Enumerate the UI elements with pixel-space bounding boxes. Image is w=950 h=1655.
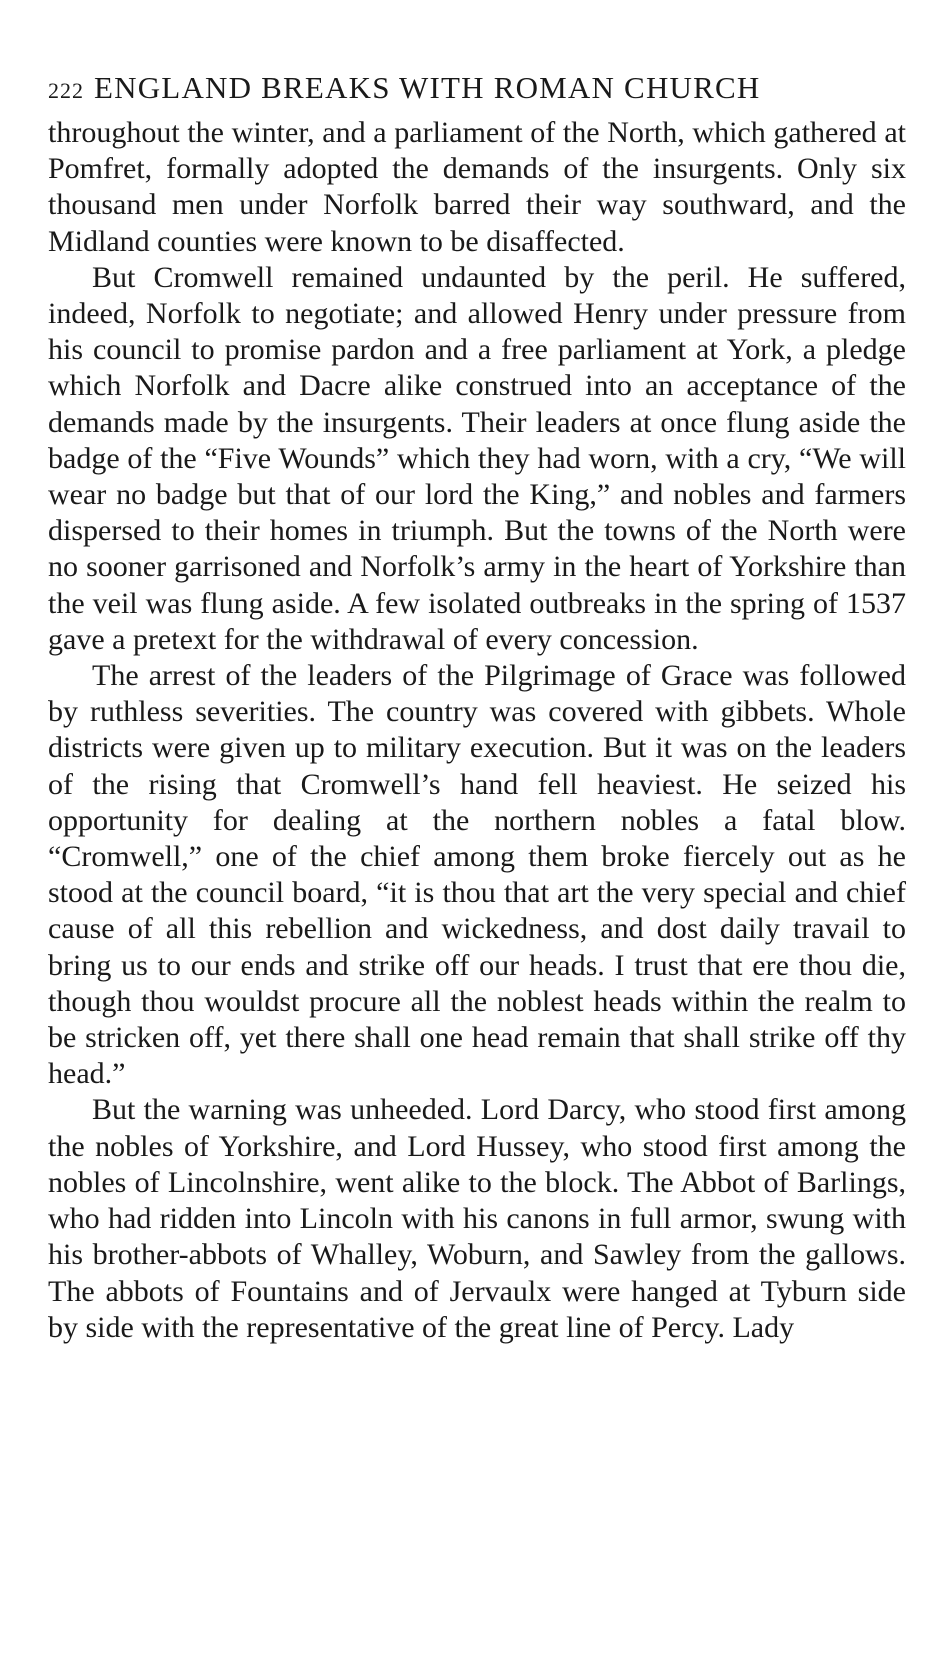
page-number: 222 [48,78,84,103]
paragraph-arrest-of-leaders: The arrest of the leaders of the Pilgrimage of Grace was followed by ruthless severities. The country was covered with gibbets. Whole districts were given up to military execution. But it was on the leaders of the rising that Cromwell’s hand fell heaviest. He seized his opportunity for dealing at the northern nobles a fatal blow. “Cromwell,” one of the chief among them broke fiercely out as he stood at the council board, “it is thou that art the very special and chief cause of all this rebellion and wickedness, and dost daily travail to bring us to our ends and strike off our heads. I trust that ere thou die, though thou wouldst procure all the noblest heads within the realm to be stricken off, yet there shall one head remain that shall strike off thy head.” [48,659,906,1091]
running-title: ENGLAND BREAKS WITH ROMAN CHURCH [94,70,761,105]
paragraph-cromwell-undaunted: But Cromwell remained undaunted by the peril. He suffered, indeed, Norfolk to negotiate; and allowed Henry under pressure from his council to promise pardon and a free parliament at York, a pledge which Norfolk and Dacre alike construed into an acceptance of the demands made by the insurgents. Their leaders at once flung aside the badge of the “Five Wounds” which they had worn, with a cry, “We will wear no badge but that of our lord the King,” and nobles and farmers dispersed to their homes in triumph. But the towns of the North were no sooner garrisoned and Norfolk’s army in the heart of Yorkshire than the veil was flung aside. A few isolated outbreaks in the spring of 1537 gave a pretext for the withdrawal of every concession. [48,260,906,656]
running-head [48,72,906,103]
paragraph-warning-unheeded: But the warning was unheeded. Lord Darcy, who stood first among the nobles of Yorkshire, and Lord Hussey, who stood first among the nobles of Lincolnshire, went alike to the block. The Abbot of Barlings, who had ridden into Lincoln with his canons in full armor, swung with his brother-abbots of Whalley, Woburn, and Sawley from the gallows. The abbots of Fountains and of Jervaulx were hanged at Tyburn side by side with the representative of the great line of Percy. Lady [48,1093,906,1344]
paragraph-continued: throughout the winter, and a parliament of the North, which gathered at Pomfret, formally adopted the demands of the insurgents. Only six thousand men under Norfolk barred their way southward, and the Midland counties were known to be disaffected. [48,116,906,258]
book-page [48,72,906,1346]
